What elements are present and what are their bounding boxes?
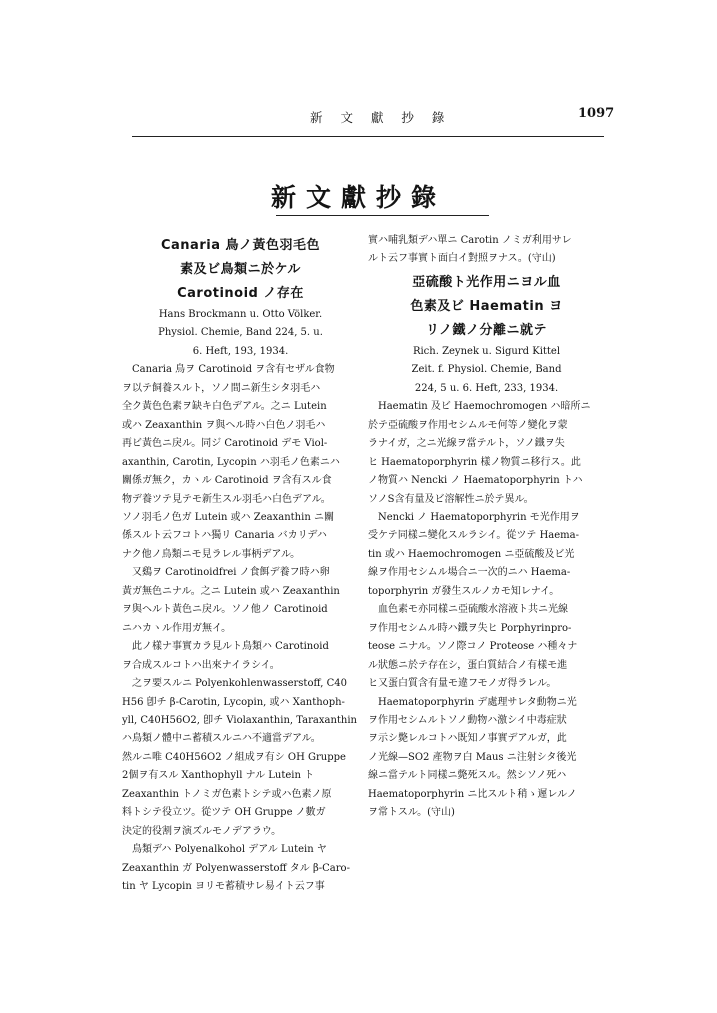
running-title: 新 文 獻 抄 錄: [310, 110, 452, 125]
body-line: ルト云フ事實ト面白イ對照ヲナス。(守山): [368, 253, 556, 265]
body-line: 受ケテ同樣ニ變化スルラシイ。從ツテ Haema-: [368, 530, 580, 542]
body-line: tin ヤ Lycopin ヨリモ蓄積サレ易イト云フ事: [122, 881, 325, 893]
title-line: 素及ビ鳥類ニ於ケル: [180, 262, 301, 277]
body-line: tin 或ハ Haemochromogen ニ亞硫酸及ビ光: [368, 548, 575, 560]
body-line: ソノ羽毛ノ色ガ Lutein 或ハ Zeaxanthin ニ關: [122, 511, 334, 523]
body-line: 再ビ黃色ニ戾ル。同ジ Carotinoid デモ Viol-: [122, 438, 328, 450]
body-line: 線ニ當テルト同樣ニ斃死スル。然シソノ死ハ: [368, 770, 567, 782]
body-line: teose ニナル。ソノ際コノ Proteose ハ種々ナ: [368, 641, 578, 653]
title-line: Carotinoid ノ存在: [177, 286, 304, 301]
citation-line: Zeit. f. Physiol. Chemie, Band: [411, 364, 562, 376]
body-line: Haematoporphyrin デ處理サレタ動物ニ光: [378, 696, 577, 708]
title-line: Canaria 鳥ノ黃色羽毛色: [160, 238, 320, 253]
citation-line: 224, 5 u. 6. Heft, 233, 1934.: [414, 382, 559, 394]
body-line: ヲ合成スルコトハ出來ナイラシイ。: [122, 659, 280, 671]
body-line: ノ光線—SO2 產物ヲ白 Maus ニ注射シタ後光: [368, 751, 577, 763]
left-article-citation: [122, 306, 359, 361]
body-line: Zeaxanthin トノミガ色素トシテ或ハ色素ノ原: [122, 788, 332, 800]
body-line: 線ヲ作用セシムル場合ニ一次的ニハ Haema-: [368, 567, 571, 579]
body-line: 實ハ哺乳類デハ單ニ Carotin ノミガ利用サレ: [368, 235, 572, 246]
body-line: 物デ養ツテ見テモ新生スル羽毛ハ白色デアル。: [122, 493, 331, 505]
body-line: 之ヲ要スルニ Polyenkohlenwasserstoff, C40: [132, 678, 347, 690]
body-line: Canaria 鳥ヲ Carotinoid ヲ含有セザル食物: [132, 364, 335, 376]
title-underline: [276, 215, 489, 216]
header-rule: [132, 136, 604, 137]
body-line: 又鷄ヲ Carotinoidfrei ノ食餌デ養フ時ハ卵: [132, 567, 330, 579]
body-line: ヲ作用セシムルトソノ動物ハ激シイ中毒症狀: [368, 714, 567, 726]
body-line: 或ハ Zeaxanthin ヲ與ヘル時ハ白色ノ羽毛ハ: [122, 419, 326, 431]
citation-line: Hans Brockmann u. Otto Völker.: [158, 309, 323, 320]
body-line: ソノS含有量及ビ溶解性ニ於テ異ル。: [368, 493, 534, 505]
citation-line: 6. Heft, 193, 1934.: [192, 345, 289, 357]
title-line: リノ鐵ノ分離ニ就テ: [426, 322, 547, 338]
body-line: 係スルト云フコトハ獨リ Canaria バカリデハ: [122, 530, 327, 542]
title-line: 色素及ビ Haematin ヨ: [410, 298, 563, 314]
body-line: Zeaxanthin ガ Polyenwasserstoff タル β-Caro-: [122, 862, 350, 874]
body-line: ヲ與ヘルト黃色ニ戾ル。ソノ他ノ Carotinoid: [122, 604, 328, 616]
body-line: ヲ以テ飼養スルト，ソノ間ニ新生シタ羽毛ハ: [122, 382, 321, 394]
right-lead-text: [368, 232, 605, 269]
body-line: ヲ示シ斃レルコトハ既知ノ事實デアルガ，此: [368, 733, 567, 745]
running-header: [0, 108, 717, 128]
body-line: H56 卽チ β-Carotin, Lycopin, 或ハ Xanthoph-: [122, 696, 345, 708]
body-line: 然ルニ唯 C40H56O2 ノ組成ヲ有シ OH Gruppe: [122, 751, 346, 763]
body-line: 此ノ樣ナ事實カラ見ルト鳥類ハ Carotinoid: [132, 641, 329, 653]
body-line: ノ物質ハ Nencki ノ Haematoporphyrin トハ: [368, 475, 583, 487]
body-line: 料トシテ役立ツ。從ツテ OH Gruppe ノ數ガ: [122, 807, 326, 819]
body-line: 於テ亞硫酸ヲ作用セシムルモ何等ノ變化ヲ蒙: [368, 419, 568, 431]
body-line: ヲ作用セシムル時ハ鐵ヲ失ヒ Porphyrinpro-: [368, 622, 572, 634]
body-line: yll, C40H56O2, 卽チ Violaxanthin, Taraxanthin: [122, 714, 357, 726]
left-article-body: [122, 361, 359, 896]
body-line: 關係ガ無ク，カヽル Carotinoid ヲ含有スル食: [122, 475, 332, 487]
body-line: 血色素モ亦同樣ニ亞硫酸水溶液ト共ニ光線: [378, 604, 568, 616]
body-line: 鳥類デハ Polyenalkohol デアル Lutein ヤ: [132, 844, 327, 856]
section-title: 新文獻抄錄: [270, 183, 446, 212]
title-line: 亞硫酸ト光作用ニヨル血: [412, 274, 561, 290]
citation-line: Physiol. Chemie, Band 224, 5. u.: [158, 327, 323, 339]
citation-line: Rich. Zeynek u. Sigurd Kittel: [412, 345, 561, 357]
body-line: Haematoporphyrin ニ比スルト稍ゝ遲レルノ: [368, 788, 577, 800]
right-article-citation: [368, 343, 605, 398]
right-article-title: [368, 271, 605, 343]
body-line: Nencki ノ Haematoporphyrin モ光作用ヲ: [378, 511, 580, 523]
body-line: 2個ヲ有スル Xanthophyll ナル Lutein ト: [122, 770, 315, 782]
body-line: ヒ Haematoporphyrin 樣ノ物質ニ移行ス。此: [368, 456, 581, 468]
right-column: [368, 232, 605, 823]
body-line: 決定的役割ヲ演ズルモノデアラウ。: [122, 825, 282, 837]
left-article-title: [122, 234, 359, 306]
body-line: ヲ常トスル。(守山): [368, 807, 455, 819]
body-line: ニハカヽル作用ガ無イ。: [122, 622, 232, 634]
body-line: ナク他ノ鳥類ニモ見ラレル事柄デアル。: [122, 548, 301, 560]
body-line: Haematin 及ビ Haemochromogen ハ暗所ニ: [378, 401, 591, 413]
body-line: ヒ又蛋白質含有量モ違フモノガ得ラレル。: [368, 678, 557, 690]
body-line: toporphyrin ガ發生スルノカモ知レナイ。: [368, 585, 560, 597]
body-line: ル狀態ニ於テ存在シ，蛋白質結合ノ有樣モ進: [368, 659, 568, 671]
body-line: ハ鳥類ノ體中ニ蓄積スルニハ不適當デアル。: [122, 733, 321, 745]
body-line: ラナイガ，之ニ光線ヲ當テルト，ソノ鐵ヲ失: [368, 438, 565, 450]
right-article-body: [368, 398, 605, 822]
left-column: [122, 232, 359, 897]
page-number: 1097: [578, 106, 615, 121]
body-line: axanthin, Carotin, Lycopin ハ羽毛ノ色素ニハ: [122, 456, 340, 468]
body-line: 黃ガ無色ニナル。之ニ Lutein 或ハ Zeaxanthin: [122, 585, 340, 597]
body-line: 全ク黃色色素ヲ缺キ白色デアル。之ニ Lutein: [122, 401, 327, 413]
